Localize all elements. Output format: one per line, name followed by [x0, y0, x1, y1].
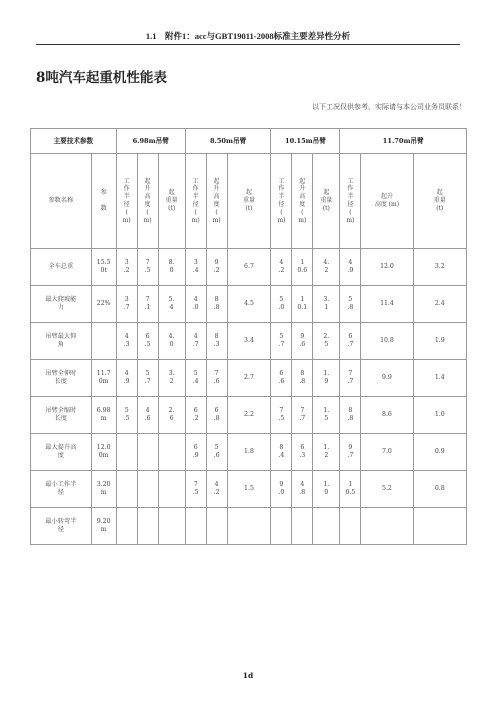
- load-value-cell: 5 .0: [271, 286, 292, 323]
- table-subheader-row: [31, 154, 467, 249]
- load-value-cell: [158, 434, 185, 471]
- header-boom-11-70: 11.70m吊臂: [340, 129, 467, 154]
- subheader-height: 起 升 高 度 ( m): [137, 154, 158, 249]
- subheader-height: 起 升 高 度 ( m): [206, 154, 227, 249]
- param-value-cell: 3.20 m: [91, 471, 116, 508]
- subheader-param: 参 数: [91, 154, 116, 249]
- load-value-cell: 4 .8: [292, 471, 313, 508]
- load-value-cell: 4 .2: [206, 471, 227, 508]
- load-value-cell: 4 .6: [137, 397, 158, 434]
- load-value-cell: 9 .2: [206, 249, 227, 286]
- header-boom-6-98: 6.98m吊臂: [116, 129, 185, 154]
- table-row: [31, 360, 467, 397]
- load-value-cell: 8.6: [361, 397, 413, 434]
- load-value-cell: 6 .2: [185, 397, 206, 434]
- load-value-cell: [116, 471, 137, 508]
- load-value-cell: 6 .5: [137, 323, 158, 360]
- load-value-cell: 7 .6: [206, 360, 227, 397]
- subheader-capacity: 起 重量 (t): [158, 154, 185, 249]
- load-value-cell: 1. 9: [313, 360, 340, 397]
- table-row: [31, 286, 467, 323]
- load-value-cell: 4 .3: [116, 323, 137, 360]
- param-name-cell: 全车总重: [31, 249, 92, 286]
- header-boom-10-15: 10.15m吊臂: [271, 129, 340, 154]
- disclaimer-note: 以下工况仅供参考，实际请与本公司业务员联系！: [312, 103, 466, 111]
- load-value-cell: 5 .5: [116, 397, 137, 434]
- load-value-cell: 1.4: [413, 360, 466, 397]
- header-divider: [36, 44, 460, 45]
- load-value-cell: 1 0.6: [292, 249, 313, 286]
- subheader-capacity: 起 重量 (t): [227, 154, 271, 249]
- load-value-cell: 4 .0: [185, 286, 206, 323]
- page-title: 8吨汽车起重机性能表: [36, 70, 167, 86]
- subheader-capacity: 起 重量 (t): [313, 154, 340, 249]
- header-boom-8-50: 8.50m吊臂: [185, 129, 271, 154]
- load-value-cell: 1.5: [227, 471, 271, 508]
- load-value-cell: [116, 434, 137, 471]
- load-value-cell: [137, 508, 158, 545]
- load-value-cell: 6 .8: [206, 397, 227, 434]
- load-value-cell: 4. 2: [313, 249, 340, 286]
- load-value-cell: 0.9: [413, 434, 466, 471]
- load-value-cell: 6.7: [227, 249, 271, 286]
- load-value-cell: 8 .4: [271, 434, 292, 471]
- load-value-cell: 8 .8: [206, 286, 227, 323]
- subheader-height: 起 升 高 度 ( m): [292, 154, 313, 249]
- load-value-cell: 5 .8: [340, 286, 361, 323]
- load-value-cell: 0.8: [413, 471, 466, 508]
- load-value-cell: 4 .9: [340, 249, 361, 286]
- load-value-cell: 4. 0: [158, 323, 185, 360]
- param-value-cell: 15.5 0t: [91, 249, 116, 286]
- load-value-cell: 5 .7: [137, 360, 158, 397]
- load-value-cell: 1. 5: [313, 397, 340, 434]
- load-value-cell: 5. 4: [158, 286, 185, 323]
- table-row: [31, 249, 467, 286]
- load-value-cell: [185, 508, 206, 545]
- load-value-cell: [206, 508, 227, 545]
- table-row: [31, 471, 467, 508]
- load-value-cell: 11.4: [361, 286, 413, 323]
- load-value-cell: 2.4: [413, 286, 466, 323]
- param-value-cell: 9.20 m: [91, 508, 116, 545]
- page-header: 1.1 附件1：acc与GBT19011-2008标准主要差异性分析: [145, 31, 351, 41]
- param-name-cell: 吊臂全伸时 长度: [31, 360, 92, 397]
- load-value-cell: 7 .5: [271, 397, 292, 434]
- load-value-cell: 7.0: [361, 434, 413, 471]
- subheader-radius: 工 作 半 径 ( m): [271, 154, 292, 249]
- load-value-cell: 3 .4: [185, 249, 206, 286]
- subheader-height: 起升 高度 (m): [361, 154, 413, 249]
- load-value-cell: [137, 471, 158, 508]
- load-value-cell: 6 .3: [292, 434, 313, 471]
- load-value-cell: 1.9: [413, 323, 466, 360]
- load-value-cell: 8 .8: [340, 397, 361, 434]
- load-value-cell: 7 .5: [185, 471, 206, 508]
- load-value-cell: 7 .7: [340, 360, 361, 397]
- load-value-cell: [137, 434, 158, 471]
- load-value-cell: 1.0: [413, 397, 466, 434]
- table-header-row: [31, 129, 467, 154]
- load-value-cell: 3. 1: [313, 286, 340, 323]
- header-main-params: 主要技术参数: [31, 129, 117, 154]
- load-value-cell: 1 0.1: [292, 286, 313, 323]
- subheader-param-name: 参数名称: [31, 154, 92, 249]
- load-value-cell: [361, 508, 413, 545]
- load-value-cell: 8 .3: [206, 323, 227, 360]
- load-value-cell: 9.9: [361, 360, 413, 397]
- load-value-cell: 1 0.5: [340, 471, 361, 508]
- param-value-cell: 12.0 0m: [91, 434, 116, 471]
- load-value-cell: [158, 508, 185, 545]
- load-value-cell: 10.8: [361, 323, 413, 360]
- load-value-cell: 7 .7: [292, 397, 313, 434]
- subheader-radius: 工 作 半 径 ( m): [116, 154, 137, 249]
- load-value-cell: 5 .6: [206, 434, 227, 471]
- load-value-cell: 9 .0: [271, 471, 292, 508]
- load-value-cell: 6 .9: [185, 434, 206, 471]
- param-name-cell: 最小工作半 径: [31, 471, 92, 508]
- subheader-capacity: 起 重量 (t): [413, 154, 466, 249]
- crane-performance-table: [30, 128, 467, 545]
- load-value-cell: 8 .8: [292, 360, 313, 397]
- load-value-cell: 12.0: [361, 249, 413, 286]
- load-value-cell: 2.2: [227, 397, 271, 434]
- load-value-cell: 2. 6: [158, 397, 185, 434]
- param-name-cell: 最小转弯半 径: [31, 508, 92, 545]
- subheader-radius: 工 作 半 径 ( m): [340, 154, 361, 249]
- param-name-cell: 吊臂最大仰 角: [31, 323, 92, 360]
- load-value-cell: 1. 0: [313, 471, 340, 508]
- load-value-cell: [158, 471, 185, 508]
- table-row: [31, 397, 467, 434]
- param-value-cell: [91, 323, 116, 360]
- load-value-cell: 6 .7: [340, 323, 361, 360]
- load-value-cell: 9 .6: [292, 323, 313, 360]
- param-value-cell: 22%: [91, 286, 116, 323]
- load-value-cell: [340, 508, 361, 545]
- load-value-cell: 6 .6: [271, 360, 292, 397]
- table-row: [31, 434, 467, 471]
- load-value-cell: [271, 508, 292, 545]
- page-number: 1d: [242, 671, 254, 680]
- load-value-cell: 5.2: [361, 471, 413, 508]
- load-value-cell: 5 .7: [271, 323, 292, 360]
- load-value-cell: 3. 2: [158, 360, 185, 397]
- load-value-cell: 3 .2: [116, 249, 137, 286]
- load-value-cell: 3.4: [227, 323, 271, 360]
- load-value-cell: [413, 508, 466, 545]
- load-value-cell: 5 .4: [185, 360, 206, 397]
- param-value-cell: 11.7 0m: [91, 360, 116, 397]
- load-value-cell: 8. 0: [158, 249, 185, 286]
- load-value-cell: 9 .7: [340, 434, 361, 471]
- load-value-cell: 2.7: [227, 360, 271, 397]
- load-value-cell: 4 .2: [271, 249, 292, 286]
- param-name-cell: 吊臂全缩时 长度: [31, 397, 92, 434]
- load-value-cell: 4 .7: [185, 323, 206, 360]
- load-value-cell: 7 .1: [137, 286, 158, 323]
- load-value-cell: [227, 508, 271, 545]
- load-value-cell: [292, 508, 313, 545]
- subheader-radius: 工 作 半 径 ( m): [185, 154, 206, 249]
- load-value-cell: 1.8: [227, 434, 271, 471]
- load-value-cell: [116, 508, 137, 545]
- load-value-cell: [313, 508, 340, 545]
- load-value-cell: 3.2: [413, 249, 466, 286]
- load-value-cell: 2. 5: [313, 323, 340, 360]
- load-value-cell: 1. 2: [313, 434, 340, 471]
- param-name-cell: 最大爬坡能 力: [31, 286, 92, 323]
- param-value-cell: 6.98 m: [91, 397, 116, 434]
- param-name-cell: 最大提升高 度: [31, 434, 92, 471]
- load-value-cell: 7 .5: [137, 249, 158, 286]
- table-row: [31, 323, 467, 360]
- load-value-cell: 3 .7: [116, 286, 137, 323]
- load-value-cell: 4 .9: [116, 360, 137, 397]
- load-value-cell: 4.5: [227, 286, 271, 323]
- table-row: [31, 508, 467, 545]
